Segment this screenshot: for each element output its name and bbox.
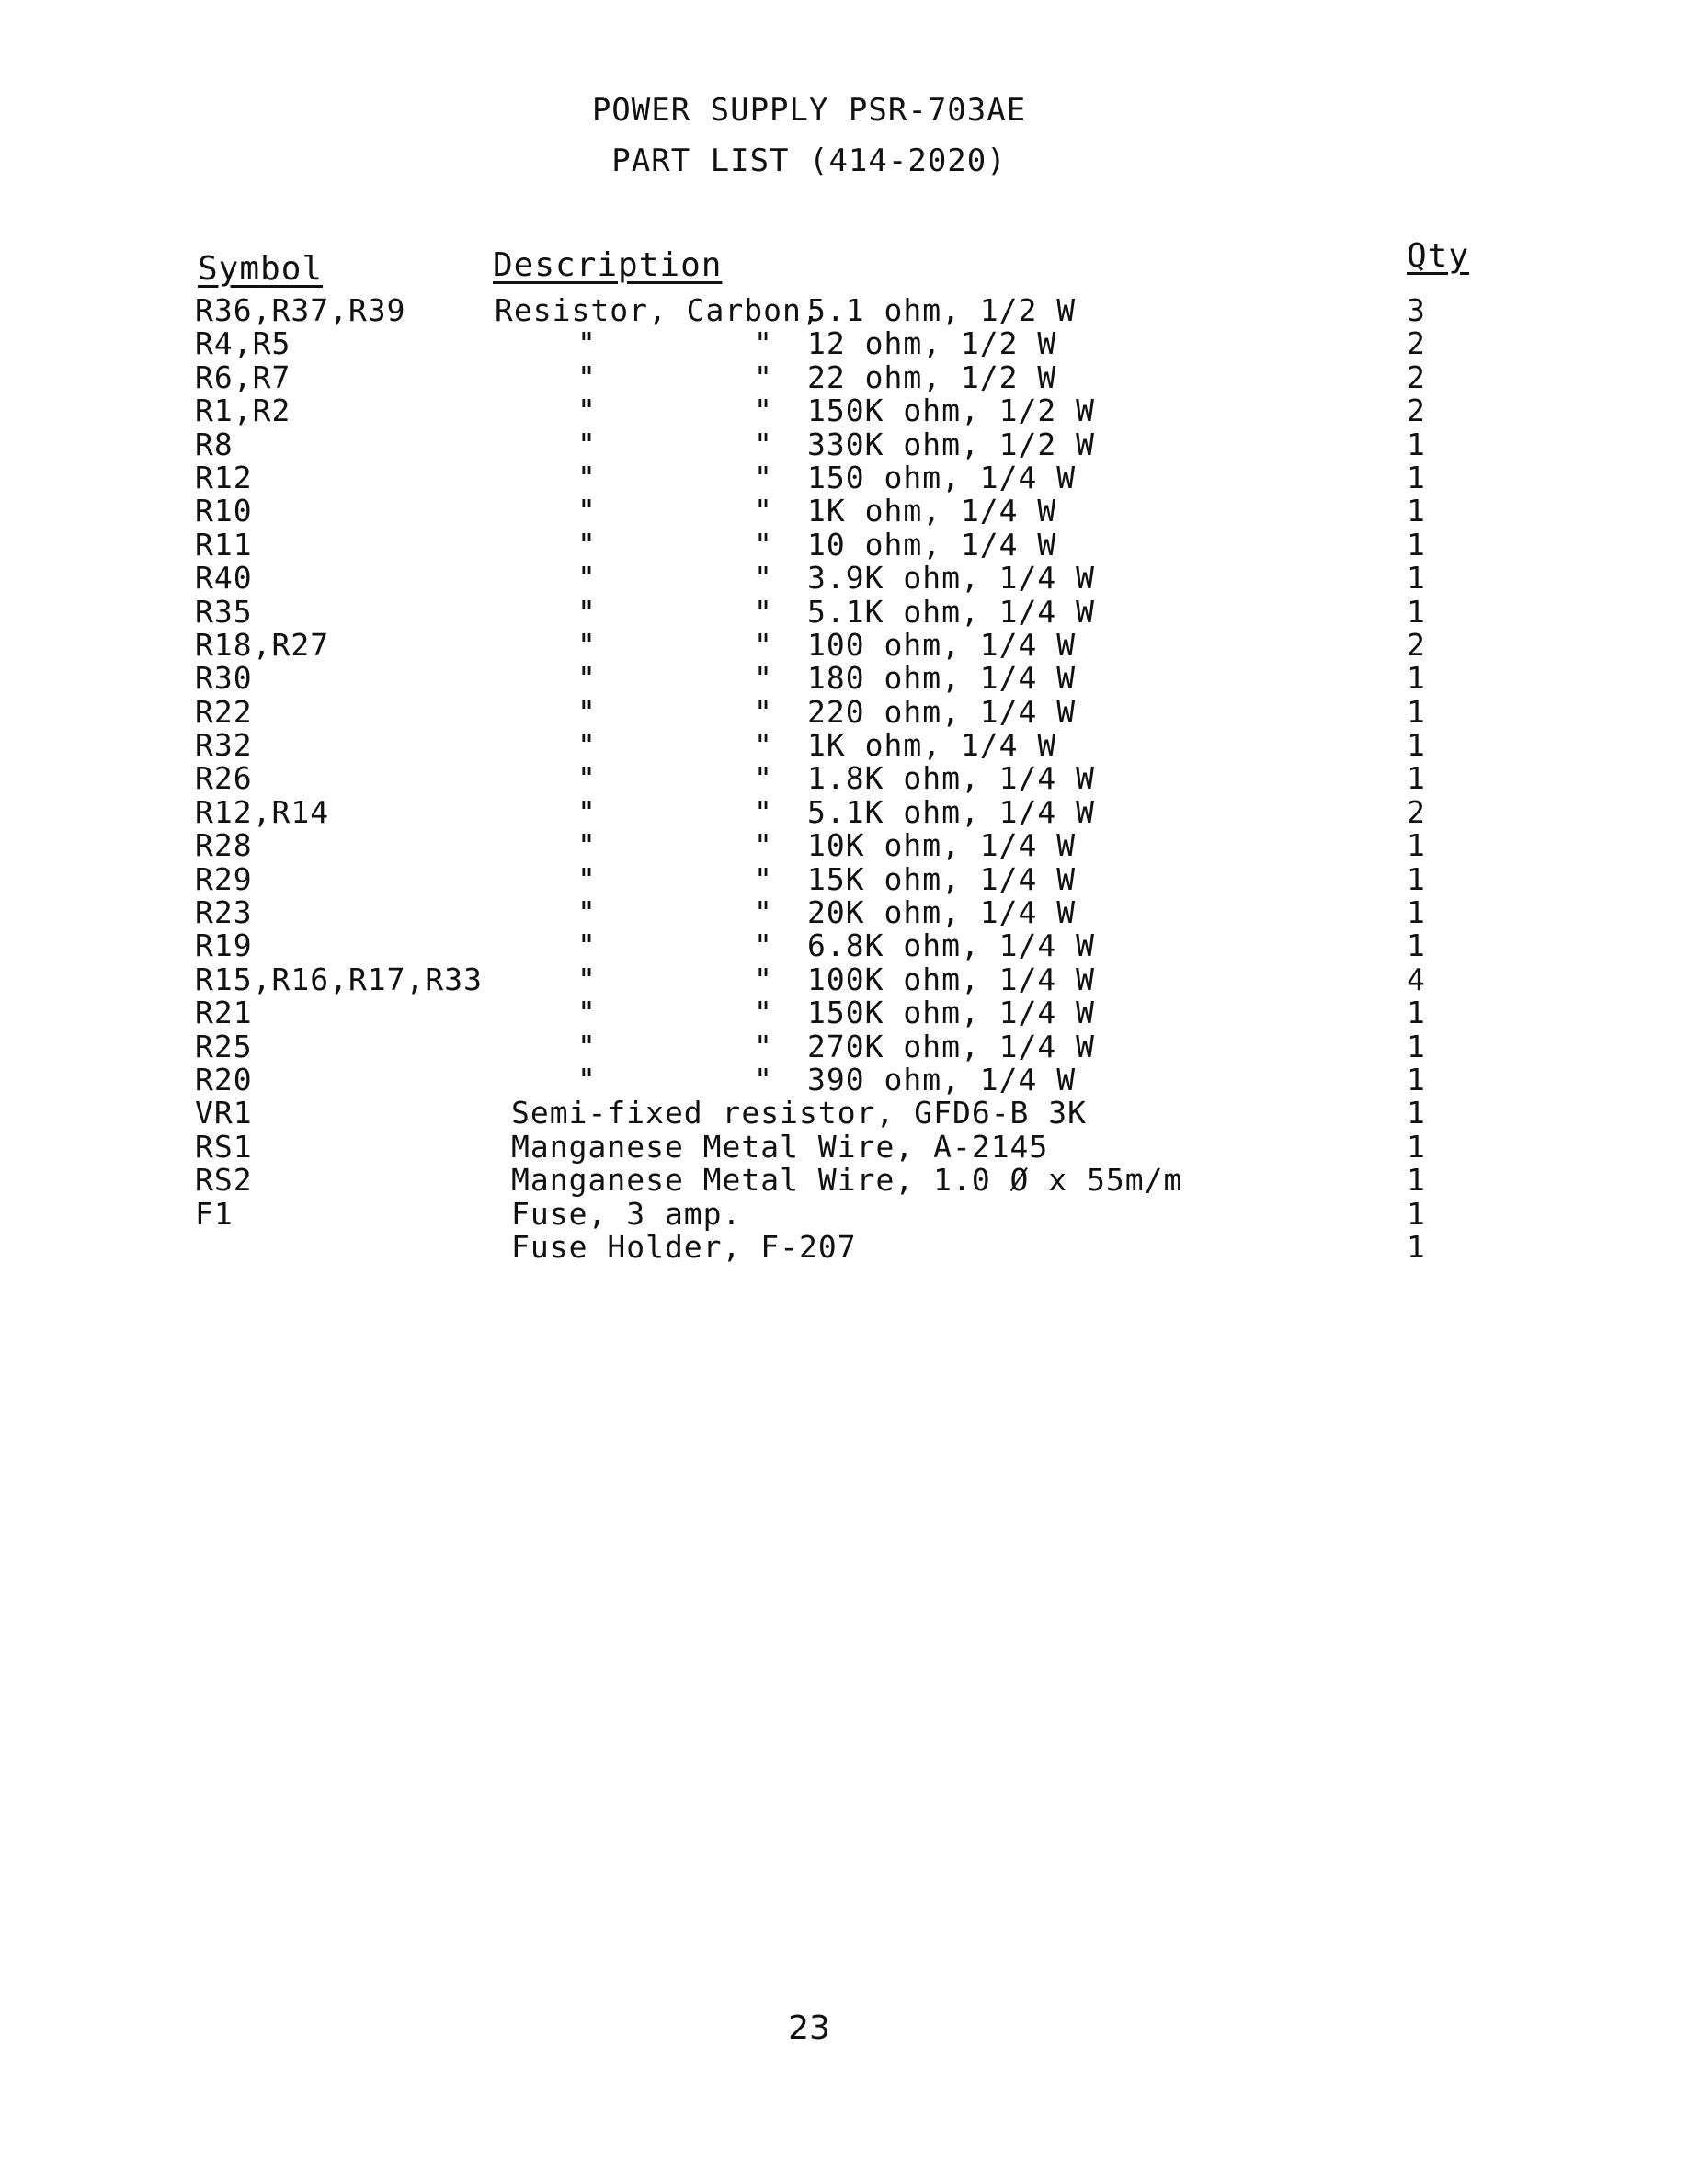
table-row	[0, 1195, 1688, 1232]
ditto-mark: "	[577, 995, 597, 1031]
part-spec: 5.1K ohm, 1/4 W	[807, 793, 1096, 830]
part-spec: 1.8K ohm, 1/4 W	[807, 760, 1096, 797]
part-spec: 1K ohm, 1/4 W	[807, 727, 1057, 764]
part-spec: 22 ohm, 1/2 W	[807, 358, 1057, 395]
ditto-mark: "	[754, 793, 773, 830]
part-qty: 1	[1407, 1162, 1426, 1199]
ditto-mark: "	[577, 1028, 597, 1064]
part-qty: 1	[1407, 1195, 1426, 1232]
part-qty: 1	[1407, 1061, 1426, 1098]
part-spec: 6.8K ohm, 1/4 W	[807, 927, 1096, 964]
ditto-mark: "	[754, 593, 773, 630]
part-qty: 1	[1407, 459, 1426, 495]
part-symbol: R10	[195, 493, 253, 529]
column-header-qty: Qty	[1407, 237, 1470, 275]
part-symbol: RS2	[195, 1162, 253, 1199]
ditto-mark: "	[577, 325, 597, 362]
part-spec: 150K ohm, 1/2 W	[807, 392, 1096, 429]
part-spec: 15K ohm, 1/4 W	[807, 860, 1077, 897]
part-description-prefix: Resistor, Carbon,	[495, 292, 821, 328]
table-row	[0, 929, 1688, 962]
part-symbol: R12	[195, 459, 253, 495]
part-spec: 12 ohm, 1/2 W	[807, 325, 1057, 362]
column-header-description: Description	[493, 246, 723, 284]
ditto-mark: "	[577, 593, 597, 630]
ditto-mark: "	[577, 358, 597, 395]
part-symbol: R28	[195, 827, 253, 864]
part-qty: 1	[1407, 660, 1426, 697]
table-row	[0, 1061, 1688, 1098]
ditto-mark: "	[754, 459, 773, 495]
part-spec: 180 ohm, 1/4 W	[807, 660, 1077, 697]
ditto-mark: "	[754, 426, 773, 462]
ditto-mark: "	[577, 426, 597, 462]
table-row	[0, 762, 1688, 795]
ditto-mark: "	[577, 392, 597, 429]
part-symbol: R21	[195, 995, 253, 1031]
part-spec: 220 ohm, 1/4 W	[807, 693, 1077, 730]
ditto-mark: "	[577, 760, 597, 797]
part-qty: 2	[1407, 626, 1426, 663]
part-qty: 1	[1407, 827, 1426, 864]
ditto-mark: "	[577, 660, 597, 697]
ditto-mark: "	[577, 727, 597, 764]
table-row	[0, 626, 1688, 663]
part-symbol: R18,R27	[195, 626, 330, 663]
part-symbol: R23	[195, 894, 253, 931]
part-qty: 2	[1407, 325, 1426, 362]
part-symbol: R30	[195, 660, 253, 697]
ditto-mark: "	[754, 325, 773, 362]
part-description: Fuse Holder, F-207	[511, 1228, 857, 1265]
ditto-mark: "	[754, 392, 773, 429]
part-qty: 1	[1407, 927, 1426, 964]
part-symbol: R26	[195, 760, 253, 797]
column-header-symbol: Symbol	[198, 250, 324, 288]
part-symbol: R35	[195, 593, 253, 630]
part-symbol: R36,R37,R39	[195, 292, 406, 328]
part-symbol: R29	[195, 860, 253, 897]
part-symbol: RS1	[195, 1128, 253, 1165]
ditto-mark: "	[754, 693, 773, 730]
part-qty: 2	[1407, 793, 1426, 830]
table-row	[0, 495, 1688, 528]
part-spec: 10 ohm, 1/4 W	[807, 526, 1057, 563]
table-row	[0, 896, 1688, 929]
part-qty: 1	[1407, 493, 1426, 529]
part-qty: 1	[1407, 894, 1426, 931]
ditto-mark: "	[754, 1028, 773, 1064]
part-symbol: R8	[195, 426, 234, 462]
part-qty: 1	[1407, 560, 1426, 597]
table-row	[0, 829, 1688, 862]
table-row	[0, 860, 1688, 897]
table-row	[0, 963, 1688, 996]
ditto-mark: "	[754, 727, 773, 764]
part-qty: 1	[1407, 526, 1426, 563]
part-symbol: R6,R7	[195, 358, 291, 395]
ditto-mark: "	[577, 693, 597, 730]
part-spec: 3.9K ohm, 1/4 W	[807, 560, 1096, 597]
part-symbol: R20	[195, 1061, 253, 1098]
ditto-mark: "	[577, 961, 597, 997]
part-symbol: VR1	[195, 1095, 253, 1132]
ditto-mark: "	[754, 860, 773, 897]
part-qty: 1	[1407, 1128, 1426, 1165]
part-qty: 1	[1407, 1228, 1426, 1265]
part-qty: 1	[1407, 860, 1426, 897]
table-row	[0, 1128, 1688, 1165]
part-spec: 270K ohm, 1/4 W	[807, 1028, 1096, 1064]
part-symbol: R15,R16,R17,R33	[195, 961, 484, 997]
table-row	[0, 1030, 1688, 1064]
ditto-mark: "	[577, 927, 597, 964]
ditto-mark: "	[754, 493, 773, 529]
ditto-mark: "	[754, 927, 773, 964]
ditto-mark: "	[577, 860, 597, 897]
parts-table	[0, 294, 1688, 1264]
ditto-mark: "	[577, 493, 597, 529]
part-qty: 2	[1407, 392, 1426, 429]
table-row	[0, 593, 1688, 630]
ditto-mark: "	[577, 560, 597, 597]
table-row	[0, 1097, 1688, 1130]
part-qty: 1	[1407, 760, 1426, 797]
part-spec: 20K ohm, 1/4 W	[807, 894, 1077, 931]
table-row	[0, 461, 1688, 495]
page-number: 23	[788, 2009, 830, 2047]
table-row	[0, 526, 1688, 563]
ditto-mark: "	[577, 793, 597, 830]
part-qty: 1	[1407, 1095, 1426, 1132]
part-qty: 1	[1407, 693, 1426, 730]
part-qty: 3	[1407, 292, 1426, 328]
part-spec: 5.1K ohm, 1/4 W	[807, 593, 1096, 630]
table-row	[0, 1164, 1688, 1197]
ditto-mark: "	[754, 1061, 773, 1098]
ditto-mark: "	[577, 459, 597, 495]
ditto-mark: "	[754, 995, 773, 1031]
part-spec: 100K ohm, 1/4 W	[807, 961, 1096, 997]
part-symbol: R32	[195, 727, 253, 764]
part-qty: 1	[1407, 995, 1426, 1031]
table-row	[0, 358, 1688, 395]
part-spec: 100 ohm, 1/4 W	[807, 626, 1077, 663]
part-symbol: R12,R14	[195, 793, 330, 830]
table-row	[0, 394, 1688, 427]
part-description: Fuse, 3 amp.	[511, 1195, 742, 1232]
part-qty: 1	[1407, 1028, 1426, 1064]
part-symbol: R11	[195, 526, 253, 563]
ditto-mark: "	[754, 358, 773, 395]
part-description: Manganese Metal Wire, 1.0 Ø x 55m/m	[511, 1162, 1183, 1199]
page-subtitle: PART LIST (414-2020)	[611, 142, 1007, 179]
part-symbol: R22	[195, 693, 253, 730]
ditto-mark: "	[754, 760, 773, 797]
ditto-mark: "	[577, 1061, 597, 1098]
part-symbol: R19	[195, 927, 253, 964]
table-row	[0, 327, 1688, 360]
part-spec: 150 ohm, 1/4 W	[807, 459, 1077, 495]
table-row	[0, 729, 1688, 762]
part-symbol: R4,R5	[195, 325, 291, 362]
part-spec: 150K ohm, 1/4 W	[807, 995, 1096, 1031]
ditto-mark: "	[754, 961, 773, 997]
part-qty: 4	[1407, 961, 1426, 997]
ditto-mark: "	[577, 526, 597, 563]
part-description: Semi-fixed resistor, GFD6-B 3K	[511, 1095, 1088, 1132]
table-row	[0, 1228, 1688, 1265]
table-row	[0, 793, 1688, 830]
part-symbol: R1,R2	[195, 392, 291, 429]
part-spec: 390 ohm, 1/4 W	[807, 1061, 1077, 1098]
ditto-mark: "	[577, 626, 597, 663]
page-title: POWER SUPPLY PSR-703AE	[591, 92, 1027, 129]
ditto-mark: "	[754, 626, 773, 663]
part-spec: 1K ohm, 1/4 W	[807, 493, 1057, 529]
part-qty: 1	[1407, 426, 1426, 462]
ditto-mark: "	[754, 827, 773, 864]
ditto-mark: "	[754, 526, 773, 563]
part-qty: 1	[1407, 727, 1426, 764]
part-qty: 2	[1407, 358, 1426, 395]
part-symbol: R25	[195, 1028, 253, 1064]
table-row	[0, 428, 1688, 461]
ditto-mark: "	[577, 894, 597, 931]
ditto-mark: "	[754, 660, 773, 697]
table-row	[0, 662, 1688, 695]
part-symbol: F1	[195, 1195, 234, 1232]
part-symbol: R40	[195, 560, 253, 597]
part-spec: 10K ohm, 1/4 W	[807, 827, 1077, 864]
table-row	[0, 562, 1688, 595]
part-qty: 1	[1407, 593, 1426, 630]
ditto-mark: "	[754, 560, 773, 597]
part-spec: 330K ohm, 1/2 W	[807, 426, 1096, 462]
part-spec: 5.1 ohm, 1/2 W	[807, 292, 1077, 328]
table-row	[0, 996, 1688, 1029]
ditto-mark: "	[577, 827, 597, 864]
part-description: Manganese Metal Wire, A-2145	[511, 1128, 1049, 1165]
table-row	[0, 294, 1688, 327]
ditto-mark: "	[754, 894, 773, 931]
table-row	[0, 693, 1688, 730]
